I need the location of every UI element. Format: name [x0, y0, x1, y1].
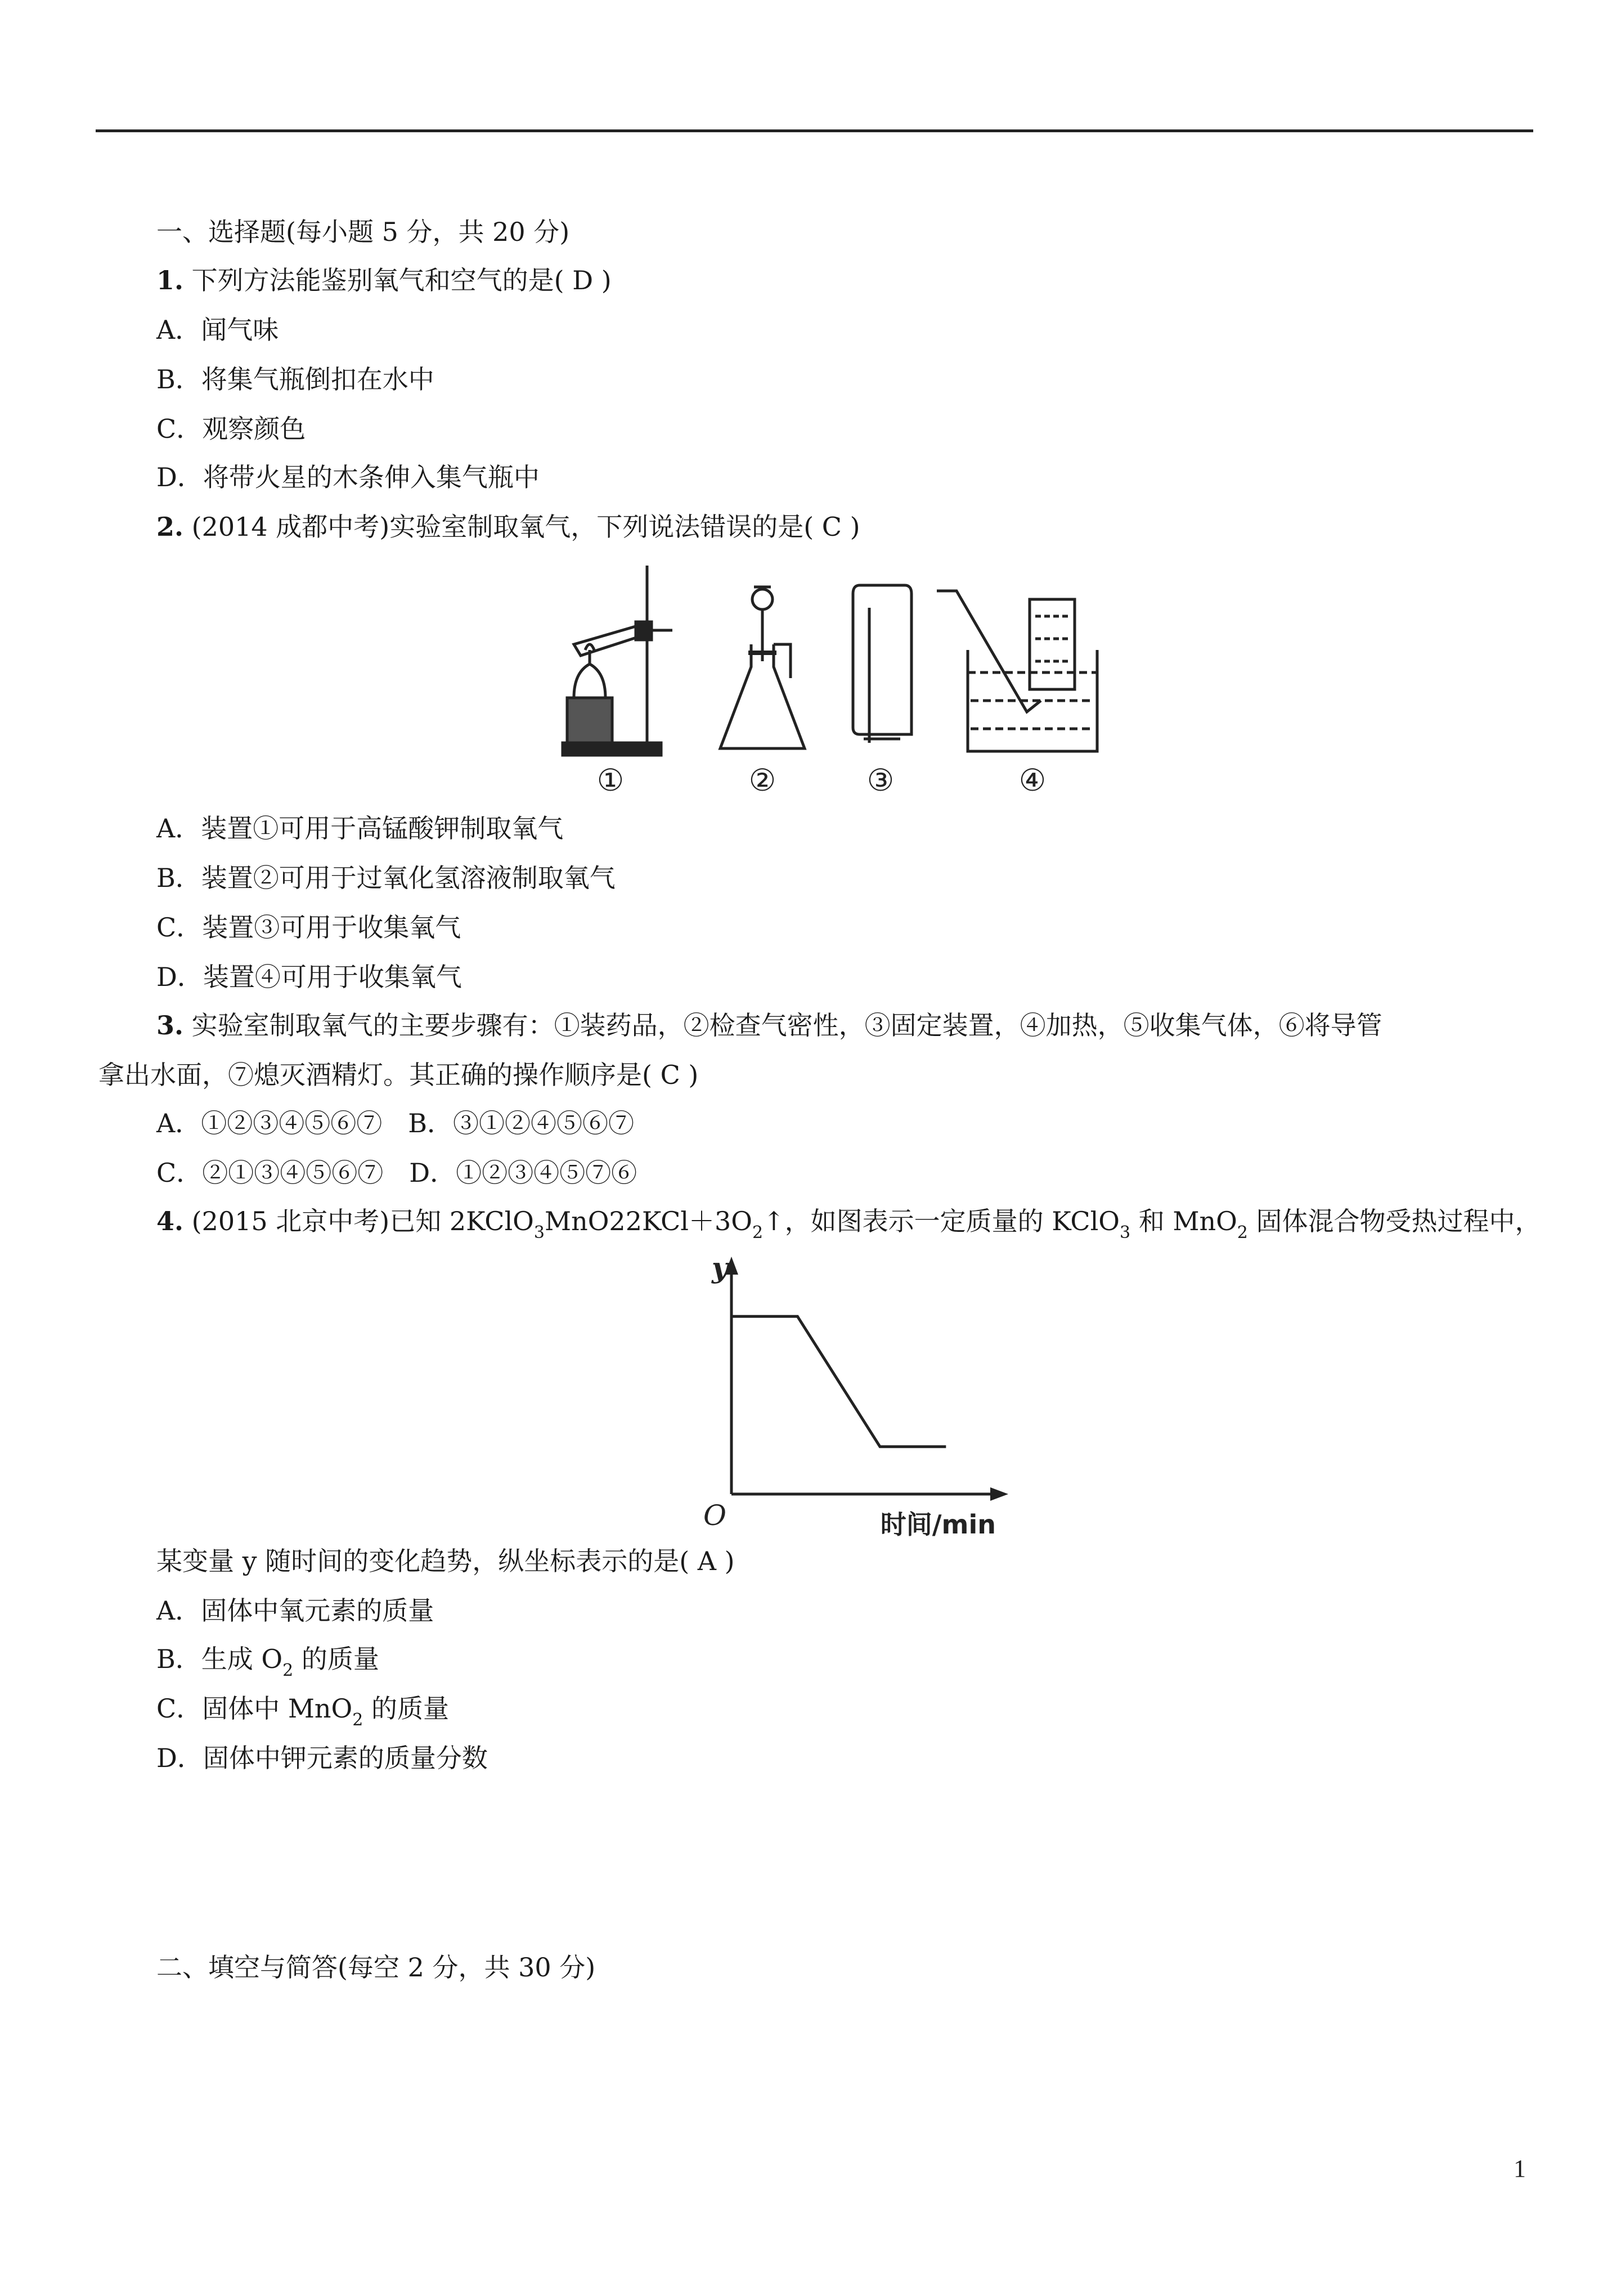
question-stem: 实验室制取氧气的主要步骤有：①装药品，②检查气密性，③固定装置，④加热，⑤收集气体，⑥将导管 [191, 1010, 1382, 1041]
subscript: 3 [1120, 1223, 1131, 1243]
option-b: B．装置②可用于过氧化氢溶液制取氧气 [156, 863, 616, 893]
section-title: 一、选择题(每小题 5 分，共 20 分) [156, 217, 570, 247]
question-1 [156, 263, 612, 297]
question-stem: 下列方法能鉴别氧气和空气的是( D ) [191, 265, 612, 295]
options-row-1: A．①②③④⑤⑥⑦ B．③①②④⑤⑥⑦ [156, 1108, 635, 1138]
option-c: C．装置③可用于收集氧气 [156, 912, 461, 943]
subscript: 2 [752, 1223, 764, 1243]
option-c [156, 1692, 449, 1729]
option-a: A．装置①可用于高锰酸钾制取氧气 [156, 813, 564, 844]
y-axis-label: y [712, 1251, 729, 1284]
option-text: 的质量 [363, 1693, 449, 1724]
question-stem-cont: 某变量 y 随时间的变化趋势，纵坐标表示的是( A ) [156, 1546, 735, 1576]
apparatus-3-bottle [853, 585, 911, 743]
question-stem: 固体混合物受热过程中， [1247, 1206, 1541, 1236]
header-rule [96, 129, 1533, 132]
question-number: 1. [156, 265, 184, 295]
question-stem: MnO22KCl＋3O [544, 1206, 752, 1236]
option-b [156, 1642, 379, 1680]
series-line-1 [731, 1316, 946, 1447]
figure-label-3: ③ [866, 763, 895, 798]
apparatus-2-flask [720, 587, 805, 748]
option-d: D．装置④可用于收集氧气 [156, 962, 462, 992]
question-stem: 和 MnO [1130, 1206, 1237, 1236]
option-a: A．固体中氧元素的质量 [156, 1595, 434, 1626]
question-4 [156, 1204, 1541, 1242]
figure-label-4: ④ [1018, 763, 1047, 798]
figure-label-1: ① [596, 763, 625, 798]
option-b: B．将集气瓶倒扣在水中 [156, 364, 434, 394]
question-3 [156, 1008, 1382, 1042]
question-stem: (2014 成都中考)实验室制取氧气，下列说法错误的是( C ) [191, 512, 860, 542]
option-d: D．固体中钾元素的质量分数 [156, 1743, 488, 1773]
subscript: 3 [533, 1223, 545, 1243]
question-stem-cont: 拿出水面，⑦熄灭酒精灯。其正确的操作顺序是( C ) [98, 1060, 699, 1090]
question-2 [156, 510, 860, 544]
apparatus-figure [551, 560, 1159, 802]
option-text: B．生成 O [156, 1644, 283, 1674]
question-number: 3. [156, 1010, 184, 1041]
options-row-2: C．②①③④⑤⑥⑦ D．①②③④⑤⑦⑥ [156, 1158, 637, 1188]
question-number: 4. [156, 1206, 184, 1236]
section-title: 二、填空与简答(每空 2 分，共 30 分) [156, 1952, 596, 1983]
origin-label: O [703, 1499, 726, 1532]
option-text: C．固体中 MnO [156, 1693, 353, 1724]
subscript: 2 [352, 1710, 363, 1730]
page-number: 1 [1514, 2155, 1526, 2182]
x-axis-label: 时间/min [880, 1509, 996, 1539]
question-number: 2. [156, 512, 184, 542]
x-axis-arrow [990, 1487, 1008, 1501]
subscript: 2 [282, 1661, 294, 1680]
question-stem: ↑，如图表示一定质量的 KClO [763, 1206, 1120, 1236]
option-a: A．闻气味 [156, 315, 279, 345]
option-d: D．将带火星的木条伸入集气瓶中 [156, 462, 540, 492]
option-c: C．观察颜色 [156, 414, 306, 444]
apparatus-4-trough [937, 591, 1097, 751]
apparatus-1-heating [563, 566, 672, 755]
question-stem: (2015 北京中考)已知 2KClO [191, 1206, 534, 1236]
subscript: 2 [1237, 1223, 1248, 1243]
figure-label-2: ② [748, 763, 776, 798]
option-text: 的质量 [293, 1644, 379, 1674]
line-chart [698, 1246, 1013, 1539]
